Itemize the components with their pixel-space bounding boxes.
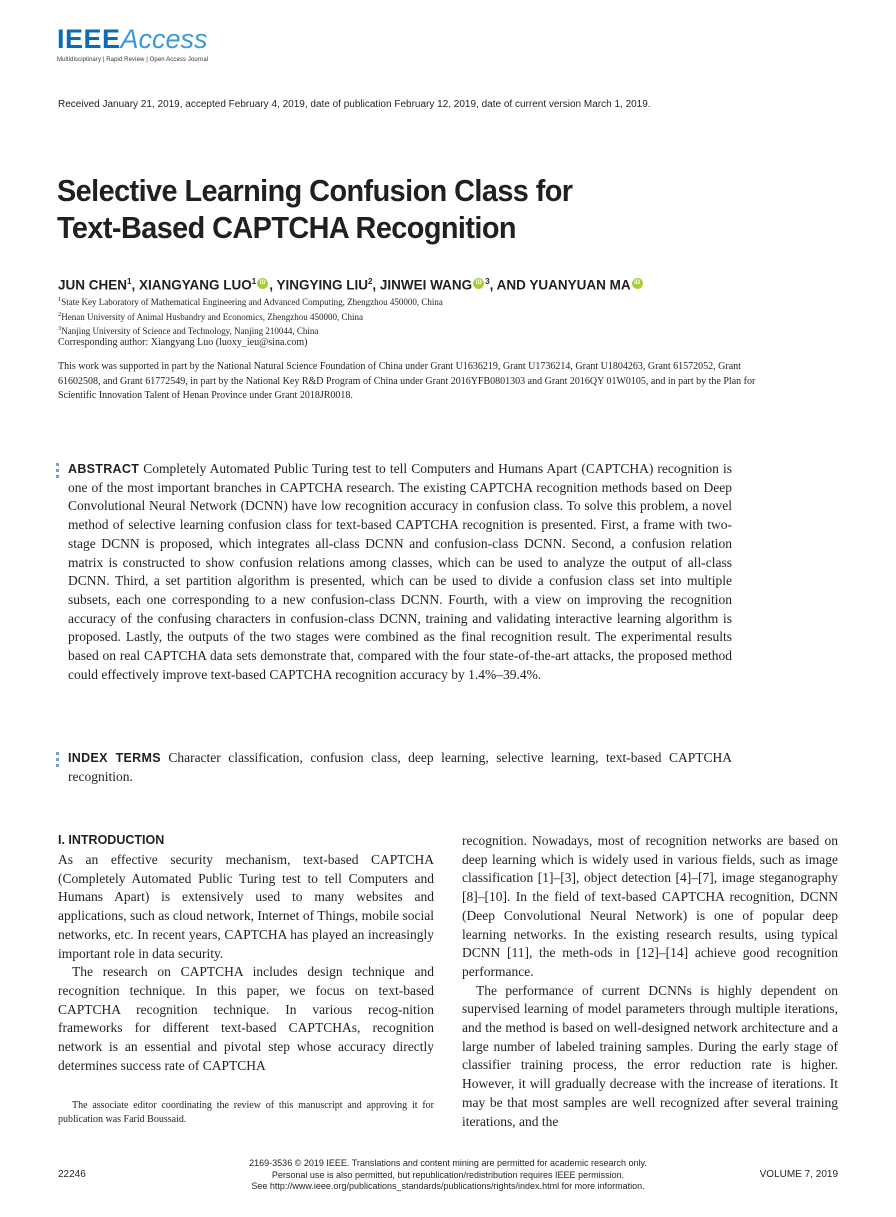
affiliation-2 [58,309,443,324]
affiliation-num: 1 [58,296,62,303]
left-column [58,851,434,1075]
editor-footnote: The associate editor coordinating the review of this manuscript and approving it for publication was Farid Boussaid. [58,1100,434,1125]
index-terms-marker [56,752,62,770]
author-2-affil: 1 [251,277,257,286]
index-terms-label: INDEX TERMS [68,751,161,765]
author-1: JUN CHEN [58,277,128,293]
copyright-notice [200,1158,696,1193]
affiliations [58,294,443,338]
affiliation-text: Nanjing University of Science and Technology, Nanjing 210044, China [61,326,319,336]
paragraph: The performance of current DCNNs is highly dependent on supervised learning of model parameters through multiple iterations, and the method is based on well-designed network architecture and a large number of labeled training samples. During the early stage of classifier training process, the error reduction rate is higher. However, it will gradually decrease with the increase of iterations. It may be that most samples are well recognized after several training iterations, and the [462,982,838,1129]
author-1-affil: 1 [127,277,132,286]
author-4: , JINWEI WANG [372,277,473,293]
index-terms [68,749,732,786]
author-4-affil: 3 [485,277,490,286]
affiliation-3 [58,323,443,338]
abstract [68,460,732,684]
paragraph: recognition. Nowadays, most of recognition networks are based on deep learning which is widely used in various fields, such as image classification [1]–[3], object detection [4]–[7], image steganography [8]–[10]. In the field of text-based CAPTCHA recognition, DCNN (Deep Convolutional Neural Network) is one of popular deep learning networks. In the existing research results, using typical DCNN [11], the meth-ods in [12]–[14] achieve good recognition performance. [462,833,838,979]
title-line-1: Selective Learning Confusion Class for [57,173,573,208]
orcid-icon[interactable]: iD [632,278,643,289]
affiliation-1 [58,294,443,309]
right-column [462,832,838,1131]
logo-ieee: IEEE [57,24,121,54]
copyright-line-1: 2169-3536 © 2019 IEEE. Translations and content mining are permitted for academic research only. [249,1158,647,1168]
affiliation-num: 2 [58,310,62,318]
copyright-line-3[interactable]: See http://www.ieee.org/publications_standards/publications/rights/index.html for more information. [251,1181,645,1191]
journal-logo [57,24,208,55]
page-number: 22246 [58,1169,86,1180]
author-3: , YINGYING LIU [269,277,368,293]
copyright-line-2: Personal use is also permitted, but republication/redistribution requires IEEE permission. [271,1169,625,1180]
abstract-marker [56,463,62,481]
paragraph: The research on CAPTCHA includes design technique and recognition technique. In this paper, we focus on text-based CAPTCHA recognition technique. In various recog-nition frameworks for different text-based CAPTCHAs, recognition network is an essential and pivotal step whose accuracy directly determines success rate of CAPTCHA [58,964,434,1073]
author-3-affil: 2 [367,277,373,286]
corresponding-author: Corresponding author: Xiangyang Luo (luoxy_ieu@sina.com) [58,337,308,348]
paragraph: As an effective security mechanism, text-based CAPTCHA (Completely Automated Public Turing test to tell Computers and Humans Apart) is extensively used to many websites and applications, such as cloud network, Internet of Things, mobile social networks, etc. In recent years, CAPTCHA has played an increasingly important role in data security. [58,852,434,961]
index-terms-text: Character classification, confusion class, deep learning, selective learning, text-based CAPTCHA recognition. [68,750,732,784]
affiliation-num: 3 [58,325,62,332]
author-5: , AND YUANYUAN MA [489,277,631,293]
orcid-icon[interactable]: iD [473,278,484,289]
title-line-2: Text-Based CAPTCHA Recognition [57,210,516,245]
abstract-label: ABSTRACT [68,462,140,476]
section-heading: I. INTRODUCTION [58,833,165,847]
author-list [58,277,644,293]
affiliation-text: Henan University of Animal Husbandry and Economics, Zhengzhou 450000, China [61,311,363,322]
received-dates: Received January 21, 2019, accepted February 4, 2019, date of publication February 12, 2019, date of current version March 1, 2019. [58,99,651,110]
volume-label: VOLUME 7, 2019 [759,1169,838,1180]
logo-access: Access [120,24,208,54]
author-2: , XIANGYANG LUO [131,277,252,293]
affiliation-text: State Key Laboratory of Mathematical Engineering and Advanced Computing, Zhengzhou 450000, China [61,297,443,307]
logo-tagline: Multidisciplinary | Rapid Review | Open Access Journal [57,57,209,63]
paper-title [57,172,708,246]
orcid-icon[interactable]: iD [257,278,268,289]
funding-statement: This work was supported in part by the National Natural Science Foundation of China under Grant U1636219, Grant U1736214, Grant U1804263, Grant 61572052, Grant 61602508, and Grant 61772549, in part by the National Key R&D Program of China under Grant 2016YFB0801303 and Grant 2016QY 01W0105, and in part by the Plan for Scientific Innovation Talent of Henan Province under Grant 2018JR0018. [58,361,756,401]
abstract-text: Completely Automated Public Turing test to tell Computers and Humans Apart (CAPTCHA) recognition is one of the most important branches in CAPTCHA research. The existing CAPTCHA recognition methods based on Deep Convolutional Neural Network (DCNN) have low recognition accuracy in confusion class. To solve this problem, a novel method of selective learning confusion class for text-based CAPTCHA recognition is presented. First, a frame with two-stage DCNN is proposed, which integrates all-class DCNN and confusion-class DCNN. Second, a confusion relation matrix is constructed to show confusion relations among classes, which can be used to analyze the output of all-class DCNN. Third, a set partition algorithm is presented, which can be used to divide a confusion class set into multiple subsets, each one corresponding to a new confusion-class DCNN. Fourth, with a view on improving the recognition accuracy of the confusing characters in confusion-class DCNN, training and validating interactive learning algorithm is proposed. Lastly, the outputs of the two stages were combined as the final recognition result. The experimental results based on real CAPTCHA data sets demonstrate that, compared with the four state-of-the-art attacks, the proposed method could effectively improve text-based CAPTCHA recognition accuracy by 1.4%–39.4%. [68,461,733,682]
